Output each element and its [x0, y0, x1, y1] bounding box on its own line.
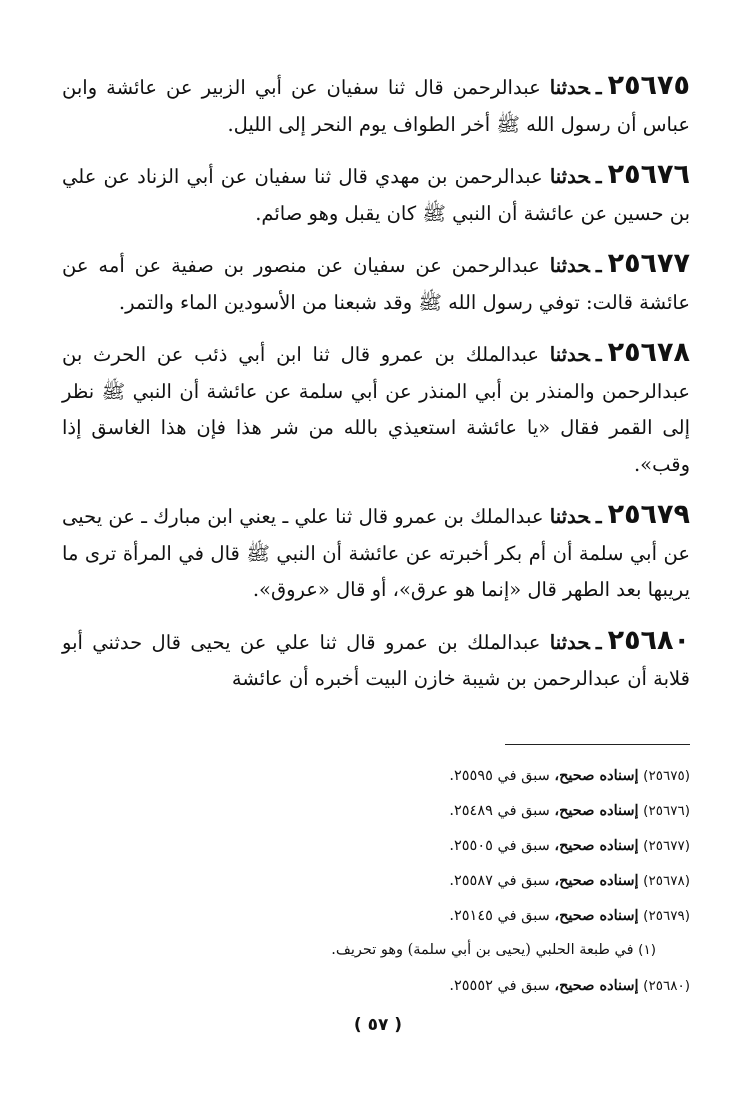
hadith-25680: [62, 623, 690, 698]
hadith-number: ٢٥٦٧٥: [607, 70, 690, 101]
footnote-ref: (٢٥٦٧٨): [643, 873, 690, 889]
hadith-text: عبدالرحمن قال ثنا سفيان عن أبي الزبير عن عائشة وابن عباس أن رسول الله ﷺ أخر الطواف يوم النحر إلى الليل.: [62, 76, 690, 136]
footnote-ref: (٢٥٦٨٠): [643, 978, 690, 994]
hadith-25679: [62, 497, 690, 609]
hadith-keyword: حدثنا: [549, 254, 590, 277]
hadith-keyword: حدثنا: [549, 630, 590, 654]
hadith-text: عبدالرحمن بن مهدي قال ثنا سفيان عن أبي الزناد عن علي بن حسين عن عائشة أن النبي ﷺ كان يقبل وهو صائم.: [62, 165, 690, 225]
main-text: [62, 68, 690, 712]
dash: ـ: [595, 630, 602, 654]
hadith-25678: [62, 335, 690, 483]
dash: ـ: [595, 343, 602, 366]
hadith-text: عبدالملك بن عمرو قال ثنا علي عن يحيى قال حدثني أبو قلابة أن عبدالرحمن بن شيبة خازن البيت أخبره أن عائشة: [62, 630, 690, 690]
footnote-text: سبق في ٢٥٥٠٥.: [449, 838, 550, 854]
footnotes: [62, 758, 690, 1003]
dash: ـ: [595, 254, 602, 277]
hadith-keyword: حدثنا: [549, 76, 590, 99]
hadith-keyword: حدثنا: [549, 165, 590, 188]
footnote-25679: [62, 898, 690, 933]
footnote-label: إسناده صحيح،: [554, 802, 639, 819]
hadith-25675: [62, 68, 690, 143]
footnote-ref: (٢٥٦٧٧): [643, 838, 690, 854]
footnote-text: سبق في ٢٥٥٨٧.: [449, 873, 550, 889]
footnote-text: سبق في ٢٥٥٥٢.: [449, 978, 550, 994]
hadith-number: ٢٥٦٨٠: [607, 624, 690, 656]
footnote-ref: (٢٥٦٧٥): [643, 768, 690, 784]
hadith-text: عبدالرحمن عن سفيان عن منصور بن صفية عن أمه عن عائشة قالت: توفي رسول الله ﷺ وقد شبعنا من الأسودين الماء والتمر.: [62, 254, 690, 314]
footnote-text: سبق في ٢٥٥٩٥.: [449, 768, 550, 784]
hadith-text: عبدالملك بن عمرو قال ثنا علي ـ يعني ابن مبارك ـ عن يحيى عن أبي سلمة أن أم بكر أخبرته عن عائشة أن النبي ﷺ قال في المرأة ترى ما يريبها بعد الطهر قال «إنما هو عرق»، أو قال «عروق».: [62, 505, 690, 601]
footnote-25680: [62, 968, 690, 1003]
footnote-ref: (٢٥٦٧٩): [643, 908, 690, 924]
hadith-25676: [62, 157, 690, 232]
footnote-25677: [62, 828, 690, 863]
footnote-label: إسناده صحيح،: [554, 977, 639, 994]
footnote-25676: [62, 793, 690, 828]
footnote-note-1: [62, 933, 690, 968]
footnote-25675: [62, 758, 690, 793]
footnote-label: إسناده صحيح،: [554, 907, 639, 924]
footnote-text: في طبعة الحلبي (يحيى بن أبي سلمة) وهو تحريف.: [331, 942, 634, 958]
footnote-ref: (١): [638, 942, 656, 958]
footnote-label: إسناده صحيح،: [554, 872, 639, 889]
hadith-text: عبدالملك بن عمرو قال ثنا ابن أبي ذئب عن الحرث بن عبدالرحمن والمنذر بن أبي المنذر عن أبي سلمة عن عائشة أن النبي ﷺ نظر إلى القمر فقال «يا عائشة استعيذي بالله من شر هذا فإن هذا الغاسق إذا وقب».: [62, 343, 690, 476]
dash: ـ: [595, 505, 602, 528]
footnote-label: إسناده صحيح،: [554, 837, 639, 854]
hadith-keyword: حدثنا: [549, 505, 590, 528]
hadith-number: ٢٥٦٧٨: [607, 337, 690, 368]
footnote-divider: [505, 744, 690, 745]
footnote-label: إسناده صحيح،: [554, 767, 639, 784]
hadith-number: ٢٥٦٧٦: [607, 159, 691, 190]
hadith-25677: [62, 246, 690, 321]
dash: ـ: [595, 76, 602, 99]
hadith-keyword: حدثنا: [549, 343, 590, 366]
footnote-25678: [62, 863, 690, 898]
dash: ـ: [595, 165, 602, 188]
hadith-number: ٢٥٦٧٩: [607, 499, 690, 530]
hadith-number: ٢٥٦٧٧: [607, 248, 690, 279]
page-number: ( ٥٧ ): [353, 1015, 403, 1035]
footnote-text: سبق في ٢٥١٤٥.: [449, 908, 550, 924]
footnote-text: سبق في ٢٥٤٨٩.: [449, 803, 550, 819]
footnote-ref: (٢٥٦٧٦): [643, 803, 690, 819]
